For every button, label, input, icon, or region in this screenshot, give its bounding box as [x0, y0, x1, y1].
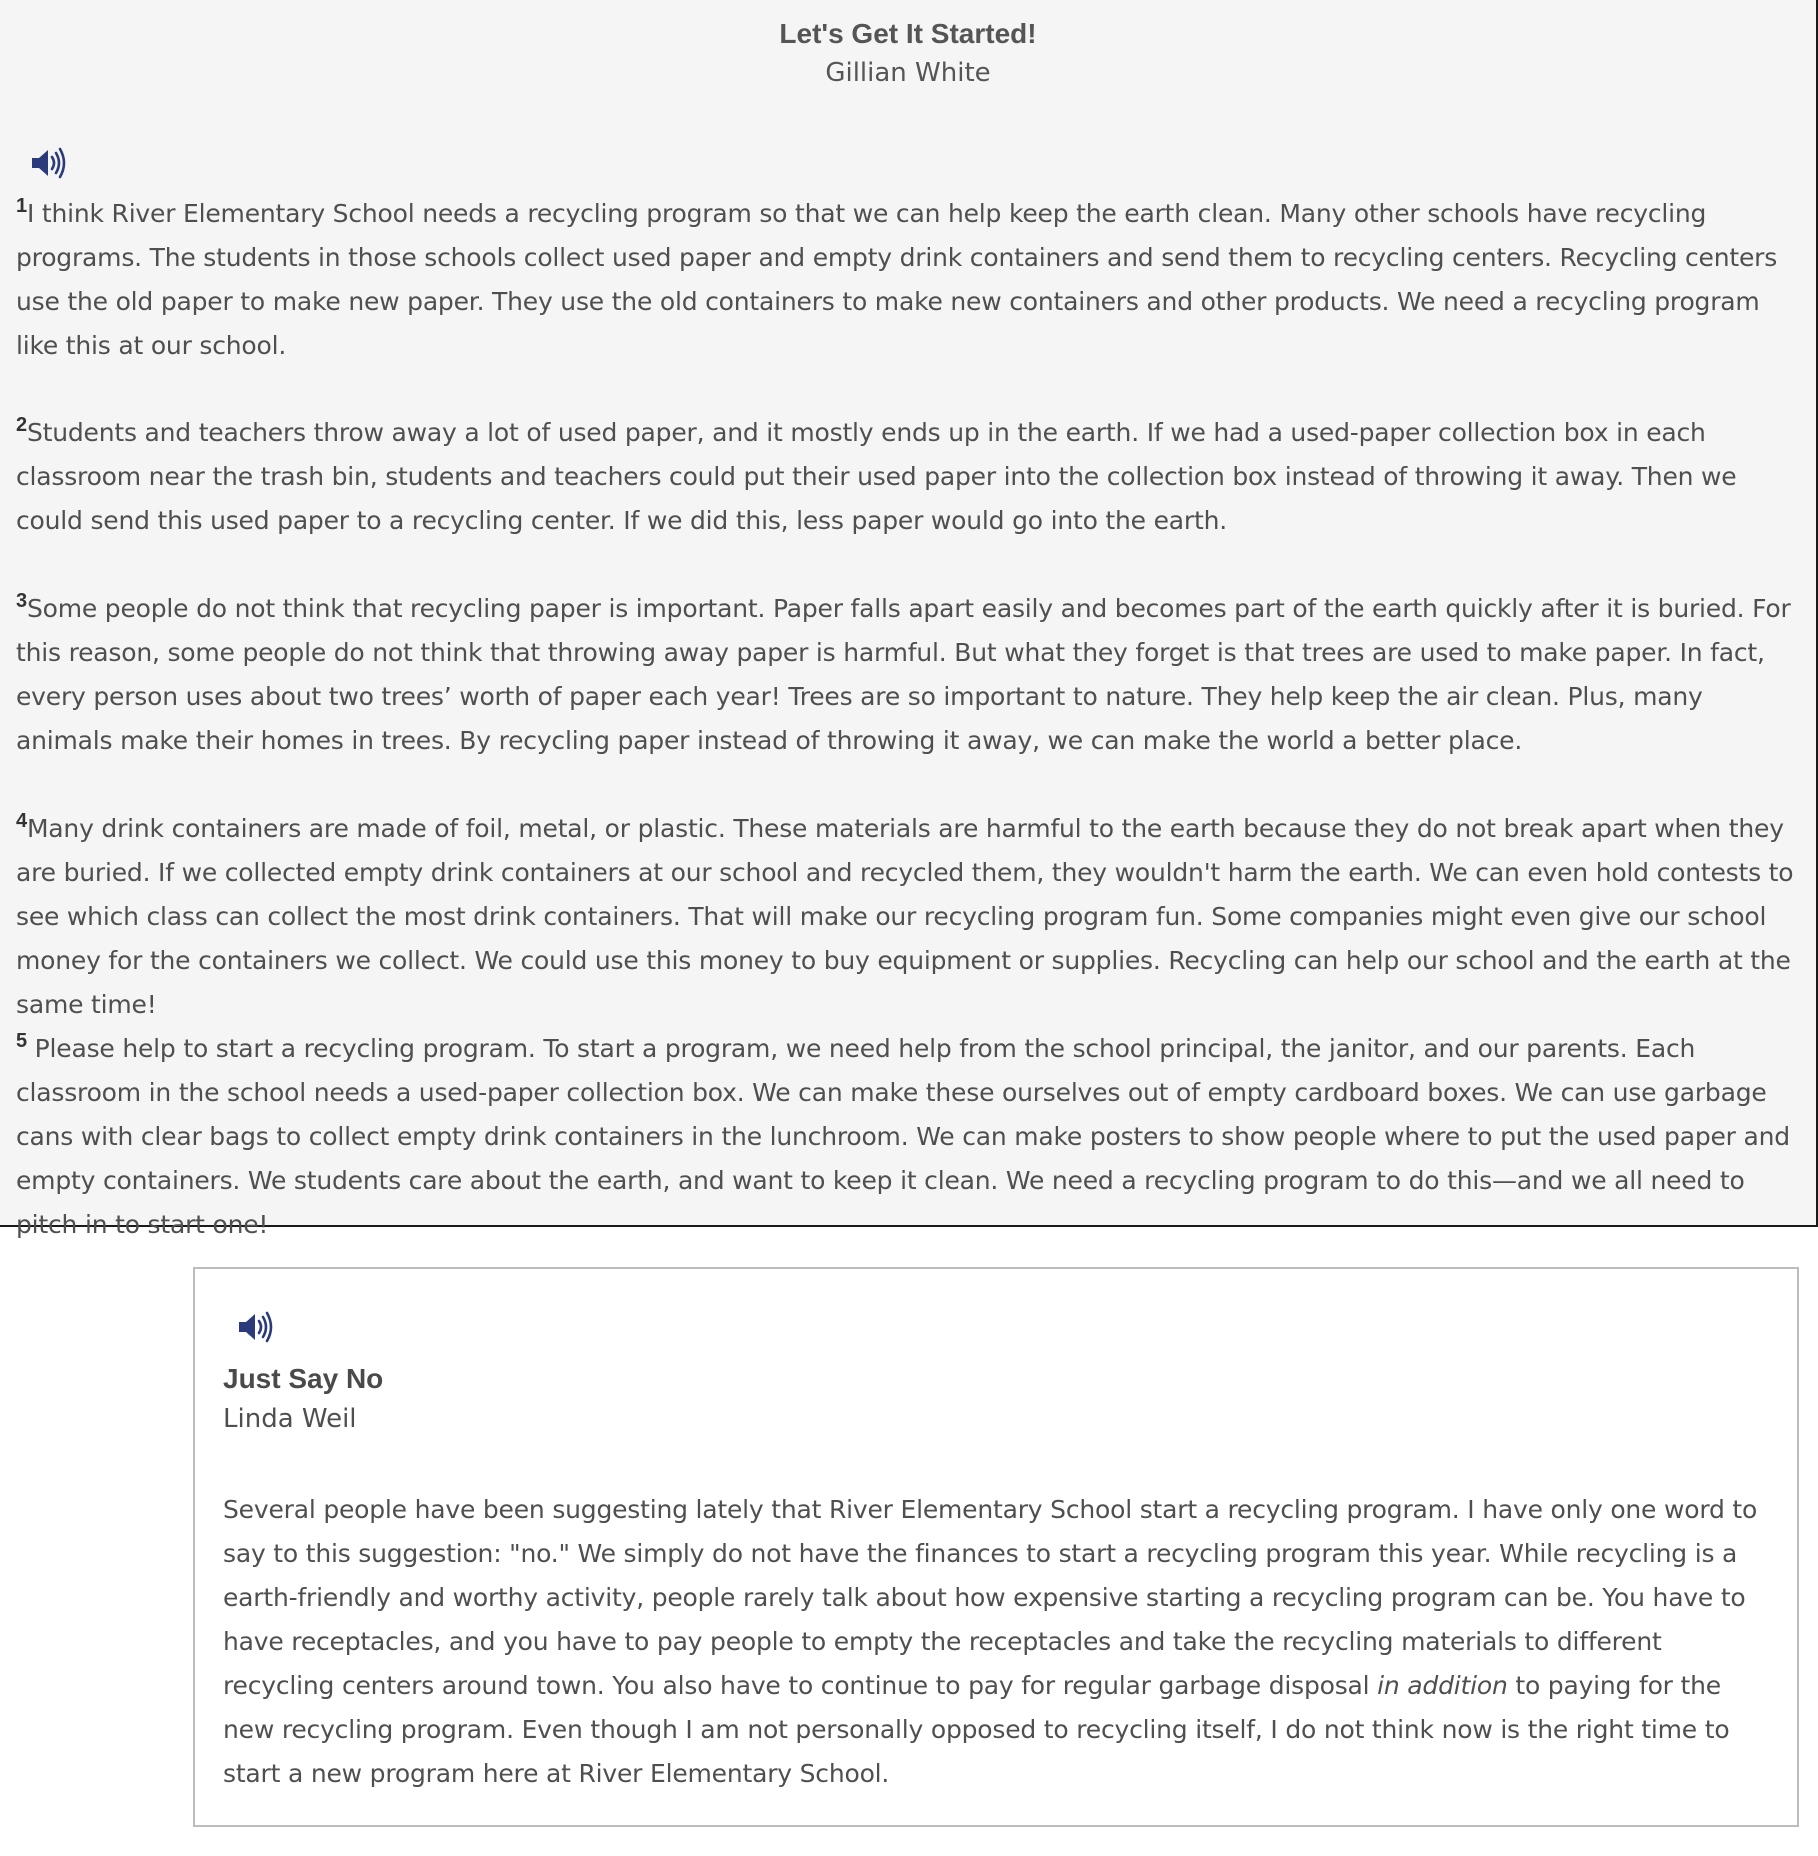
paragraph-text: Many drink containers are made of foil, metal, or plastic. These materials are harmful to the earth because they do not break apart when they are buried. If we collected empty drink containers at our school and recycled them, they wouldn't harm the earth. We can even hold contests to see which class can collect the most drink containers. That will make our recycling program fun. Some companies might even give our school money for the containers we collect. We could use this money to buy equipment or supplies. Recycling can help our school and the earth at the same time! — [16, 814, 1794, 1019]
paragraph-5 — [16, 1027, 1801, 1247]
paragraph-text: I think River Elementary School needs a recycling program so that we can help keep the earth clean. Many other schools have recycling programs. The students in those schools collect used paper and empty drink containers and send them to recycling centers. Recycling centers use the old paper to make new paper. They use the old containers to make new containers and other products. We need a recycling program like this at our school. — [16, 199, 1778, 360]
passage-two-body — [223, 1488, 1773, 1796]
passage-two-title: Just Say No — [223, 1363, 384, 1394]
paragraph-2 — [16, 411, 1801, 543]
paragraph-text: Students and teachers throw away a lot of used paper, and it mostly ends up in the earth. If we had a used-paper collection box in each classroom near the trash bin, students and teachers could put their used paper into the collection box instead of throwing it away. Then we could send this used paper to a recycling center. If we did this, less paper would go into the earth. — [16, 418, 1737, 535]
speaker-icon[interactable] — [237, 1309, 277, 1345]
paragraph-number: 2 — [16, 414, 27, 436]
paragraph-number: 4 — [16, 810, 27, 832]
paragraph-text: Some people do not think that recycling paper is important. Paper falls apart easily and becomes part of the earth quickly after it is buried. For this reason, some people do not think that throwing away paper is harmful. But what they forget is that trees are used to make paper. In fact, every person uses about two trees’ worth of paper each year! Trees are so important to nature. They help keep the air clean. Plus, many animals make their homes in trees. By recycling paper instead of throwing it away, we can make the world a better place. — [16, 594, 1791, 755]
paragraph-1 — [16, 192, 1801, 368]
passage-two-panel — [193, 1267, 1799, 1827]
body-text: to paying for the new recycling program. Even though I am not personally opposed to recycling itself, I do not think now is the right time to start a new program here at River Elementary School. — [223, 1671, 1730, 1788]
paragraph-number: 3 — [16, 590, 27, 612]
passage-one-title: Let's Get It Started! — [779, 18, 1037, 49]
paragraph-text: Please help to start a recycling program. To start a program, we need help from the school principal, the janitor, and our parents. Each classroom in the school needs a used-paper collection box. We can make these ourselves out of empty cardboard boxes. We can use garbage cans with clear bags to collect empty drink containers in the lunchroom. We can make posters to show people where to put the used paper and empty containers. We students care about the earth, and want to keep it clean. We need a recycling program to do this—and we all need to pitch in to start one! — [16, 1034, 1790, 1239]
speaker-icon[interactable] — [30, 145, 70, 181]
paragraph-number: 5 — [16, 1030, 27, 1052]
paragraph-3 — [16, 587, 1801, 763]
paragraph-number: 1 — [16, 195, 27, 217]
paragraph-4 — [16, 807, 1801, 1027]
passage-two-author: Linda Weil — [223, 1404, 357, 1434]
passage-one-author: Gillian White — [825, 58, 991, 88]
body-text: Several people have been suggesting lately that River Elementary School start a recycling program. I have only one word to say to this suggestion: "no." We simply do not have the finances to start a recycling program this year. While recycling is a earth-friendly and worthy activity, people rarely talk about how expensive starting a recycling program can be. You have to have receptacles, and you have to pay people to empty the receptacles and take the recycling materials to different recycling centers around town. You also have to continue to pay for regular garbage disposal — [223, 1495, 1758, 1700]
emphasis-text: in addition — [1377, 1671, 1508, 1700]
